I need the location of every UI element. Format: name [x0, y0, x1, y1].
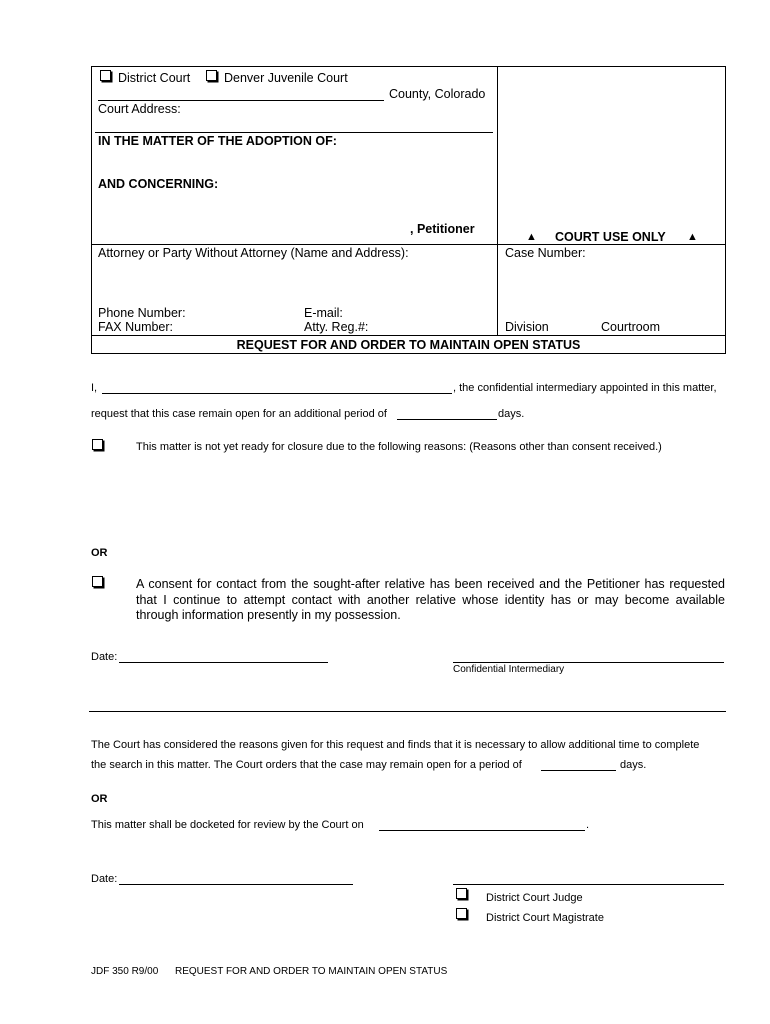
order-days-suffix: days. [620, 759, 647, 771]
petitioner-label: , Petitioner [410, 222, 475, 236]
attorney-label: Attorney or Party Without Attorney (Name and Address): [98, 246, 409, 260]
not-ready-text: This matter is not yet ready for closure due to the following reasons: (Reasons other than consent received.) [136, 441, 662, 453]
docket-suffix: . [586, 819, 590, 831]
request-date-field[interactable] [119, 662, 328, 663]
order-text-line2: the search in this matter. The Court orders that the case may remain open for a period of [91, 759, 522, 771]
section-separator [89, 711, 726, 712]
up-arrow-icon: ▲ [687, 231, 698, 243]
request-date-label: Date: [91, 651, 118, 663]
atty-reg-label: Atty. Reg.#: [304, 320, 369, 334]
caption-divider-attorney [91, 244, 726, 245]
or-label-1: OR [91, 547, 108, 559]
i-prefix: I, [91, 382, 98, 394]
days-suffix: days. [498, 408, 525, 420]
denver-juvenile-court-label: Denver Juvenile Court [224, 71, 348, 85]
judge-signature-line[interactable] [453, 884, 724, 885]
caption-vertical-divider [497, 66, 498, 335]
denver-juvenile-court-checkbox[interactable] [206, 70, 217, 81]
additional-days-field[interactable] [397, 419, 497, 420]
caption-box [91, 66, 726, 354]
or-label-2: OR [91, 793, 108, 805]
form-title: REQUEST FOR AND ORDER TO MAINTAIN OPEN STATUS [236, 338, 581, 352]
district-court-magistrate-checkbox[interactable] [456, 908, 467, 919]
not-ready-checkbox[interactable] [92, 439, 103, 450]
district-court-judge-label: District Court Judge [486, 892, 583, 904]
order-date-field[interactable] [119, 884, 353, 885]
order-days-field[interactable] [541, 770, 616, 771]
request-period-text: request that this case remain open for an additional period of [91, 408, 387, 420]
case-number-label: Case Number: [505, 246, 586, 260]
caption-divider-title [91, 335, 726, 336]
district-court-checkbox[interactable] [100, 70, 111, 81]
matter-title: IN THE MATTER OF THE ADOPTION OF: [98, 134, 337, 148]
phone-label: Phone Number: [98, 306, 186, 320]
court-address-label: Court Address: [98, 102, 181, 116]
district-court-magistrate-label: District Court Magistrate [486, 912, 604, 924]
county-name-field[interactable] [98, 100, 384, 101]
footer-form-name: REQUEST FOR AND ORDER TO MAINTAIN OPEN STATUS [175, 966, 448, 977]
docket-date-field[interactable] [379, 830, 585, 831]
intermediary-text: , the confidential intermediary appointed in this matter, [453, 382, 717, 394]
fax-label: FAX Number: [98, 320, 174, 334]
concerning-label: AND CONCERNING: [98, 177, 219, 191]
district-court-judge-checkbox[interactable] [456, 888, 467, 899]
division-label: Division [505, 320, 549, 334]
signature-label: Confidential Intermediary [453, 664, 565, 675]
court-use-only-label: COURT USE ONLY [555, 230, 666, 244]
consent-received-checkbox[interactable] [92, 576, 103, 587]
court-address-field[interactable] [95, 132, 493, 133]
county-suffix: County, Colorado [389, 87, 486, 101]
consent-received-text: A consent for contact from the sought-after relative has been received and the Petitioner has requested that I continue to attempt contact with another relative whose identity has or may become available through information presently in my possession. [136, 577, 725, 622]
up-arrow-icon: ▲ [526, 231, 537, 243]
intermediary-name-field[interactable] [102, 393, 452, 394]
docket-text: This matter shall be docketed for review by the Court on [91, 819, 364, 831]
footer-form-id: JDF 350 R9/00 [91, 966, 159, 977]
courtroom-label: Courtroom [601, 320, 661, 334]
order-text-line1: The Court has considered the reasons given for this request and finds that it is necessary to allow additional time to complete [91, 739, 700, 751]
district-court-label: District Court [118, 71, 191, 85]
email-label: E-mail: [304, 306, 343, 320]
order-date-label: Date: [91, 873, 118, 885]
